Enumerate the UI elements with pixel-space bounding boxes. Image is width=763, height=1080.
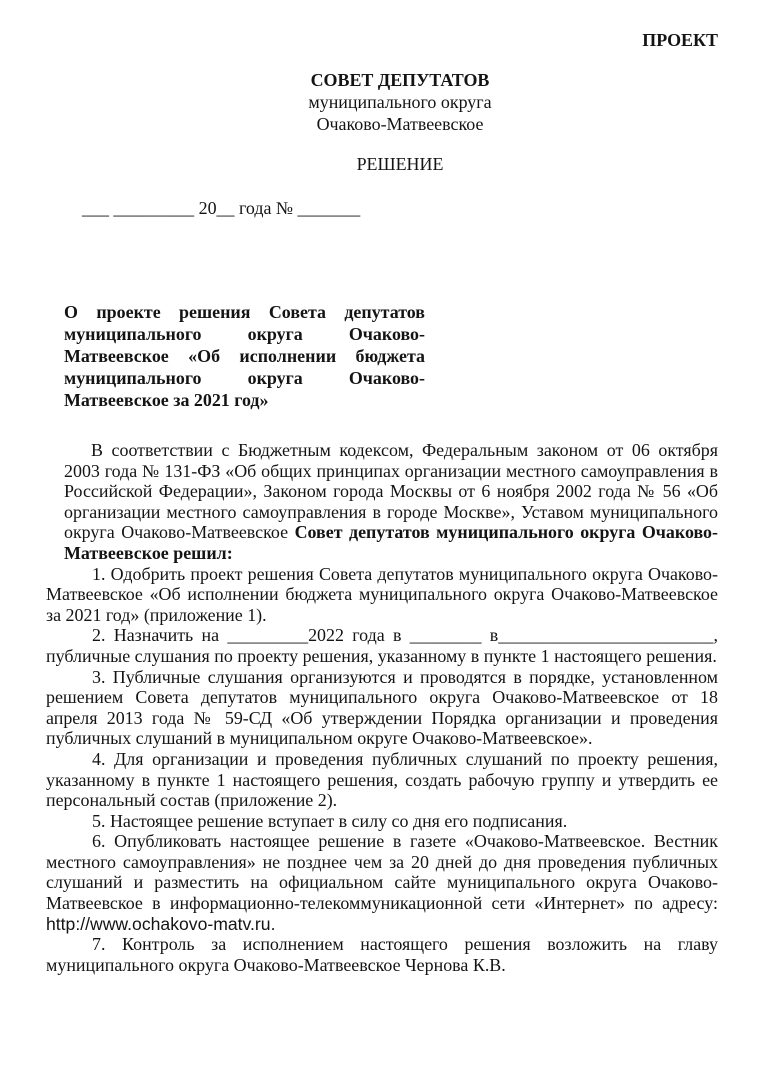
clause-4: 4. Для организации и проведения публичных слушаний по проекту решения, указанному в пункте 1 настоящего решения, создать рабочую группу и утвердить ее персональный состав (приложение 2). <box>46 748 718 811</box>
clause-2: 2. Назначить на _________2022 года в ________ в________________________, публичные слушания по проекту решения, указанному в пункте 1 настоящего решения. <box>46 625 718 666</box>
clause-6-text: 6. Опубликовать настоящее решение в газете «Очаково-Матвеевское. Вестник местного самоуправления» не позднее чем за 20 дней до дня проведения публичных слушаний и разместить на официальном сайте муниципального округа Очаково-Матвеевское в информационно-телекоммуникационной сети «Интернет» по адресу: <box>46 831 718 914</box>
draft-label: ПРОЕКТ <box>642 30 718 50</box>
council-name: СОВЕТ ДЕПУТАТОВ <box>310 70 490 90</box>
decision-body <box>46 440 718 975</box>
clause-6 <box>46 831 718 934</box>
clause-7: 7. Контроль за исполнением настоящего решения возложить на главу муниципального округа Очаково-Матвеевское Чернова К.В. <box>46 934 718 975</box>
clause-3: 3. Публичные слушания организуются и проводятся в порядке, установленном решением Совета депутатов муниципального округа Очаково-Матвеевское от 18 апреля 2013 года № 59-СД «Об утверждении Порядка организации и проведения публичных слушаний в муниципальном округе Очаково-Матвеевское». <box>46 666 718 749</box>
council-header <box>82 69 718 135</box>
date-number-line: ___ _________ 20__ года № _______ <box>82 198 361 218</box>
preamble-text: В соответствии с Бюджетным кодексом, Федеральным законом от 06 октября 2003 года № 131-ФЗ «Об общих принципах организации местного самоуправления в Российской Федерации», Законом города Москвы от 6 ноября 2002 года № 56 «Об организации местного самоуправления в городе Москве», Уставом муниципального округа Очаково-Матвеевское <box>64 440 718 543</box>
decision-subject: О проекте решения Совета депутатов муниципального округа Очаково-Матвеевское «Об исполнении бюджета муниципального округа Очаково-Матвеевское за 2021 год» <box>64 302 425 410</box>
clause-1: 1. Одобрить проект решения Совета депутатов муниципального округа Очаково-Матвеевское «Об исполнении бюджета муниципального округа Очаково-Матвеевское за 2021 год» (приложение 1). <box>46 563 718 625</box>
council-district-name: Очаково-Матвеевское <box>316 114 484 134</box>
clause-5: 5. Настоящее решение вступает в силу со дня его подписания. <box>92 810 568 831</box>
preamble <box>64 440 718 564</box>
council-district-line: муниципального округа <box>308 92 492 112</box>
preamble-resolution: Совет депутатов муниципального округа Очаково-Матвеевское решил: <box>64 522 718 563</box>
decision-heading: РЕШЕНИЕ <box>356 154 444 174</box>
website-url: http://www.ochakovo-matv.ru. <box>46 913 276 934</box>
